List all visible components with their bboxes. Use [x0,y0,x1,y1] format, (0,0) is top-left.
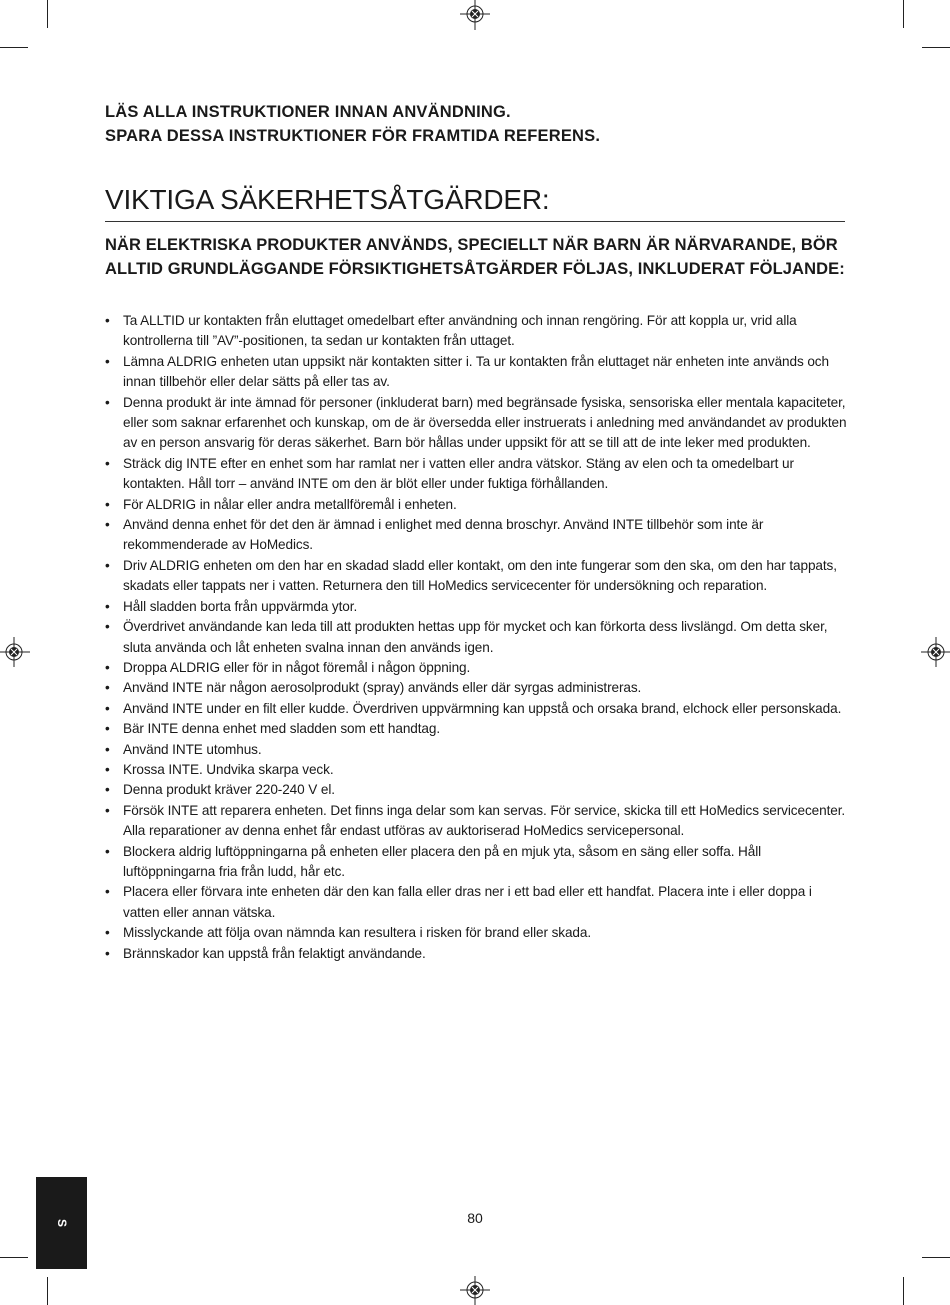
crop-mark [0,1257,28,1258]
list-item-text: Droppa ALDRIG eller för in något föremål i någon öppning. [123,659,471,675]
list-item-text: Använd INTE utomhus. [123,741,262,757]
list-item-text: Denna produkt kräver 220-240 V el. [123,782,335,798]
crop-mark [47,1277,48,1305]
intro-line-read: LÄS ALLA INSTRUKTIONER INNAN ANVÄNDNING. [105,103,511,121]
registration-mark-icon [921,637,950,667]
registration-mark-icon [460,0,490,30]
list-item [105,311,848,352]
bullet-icon: • [105,782,110,798]
crop-mark [903,1277,904,1305]
list-item [105,923,848,943]
list-item [105,780,848,800]
list-item [105,699,848,719]
list-item-text: Bär INTE denna enhet med sladden som ett handtag. [123,721,441,737]
section-subheading: NÄR ELEKTRISKA PRODUKTER ANVÄNDS, SPECIELLT NÄR BARN ÄR NÄRVARANDE, BÖR ALLTID GRUNDLÄGGANDE FÖRSIKTIGHETSÅTGÄRDER FÖLJAS, INKLUDERAT FÖLJANDE: [105,236,845,278]
list-item-text: Brännskador kan uppstå från felaktigt användande. [123,945,426,961]
bullet-icon: • [105,353,110,369]
list-item [105,352,848,393]
list-item [105,515,848,556]
page-number: 80 [467,1210,483,1226]
bullet-icon: • [105,557,110,573]
bullet-icon: • [105,843,110,859]
list-item [105,842,848,883]
bullet-icon: • [105,884,110,900]
list-item-text: Håll sladden borta från uppvärmda ytor. [123,598,358,614]
list-item-text: Misslyckande att följa ovan nämnda kan resultera i risken för brand eller skada. [123,925,592,941]
list-item-text: Ta ALLTID ur kontakten från eluttaget omedelbart efter användning och innan rengöring. För att koppla ur, vrid alla kontrollerna till ”AV”-positionen, ta sedan ur kontakten från uttaget. [123,313,797,349]
bullet-icon: • [105,741,110,757]
list-item [105,495,848,515]
crop-mark [922,47,950,48]
list-item [105,454,848,495]
list-item [105,801,848,842]
list-item-text: Denna produkt är inte ämnad för personer (inkluderat barn) med begränsade fysiska, sensoriska eller mentala kapaciteter, eller som saknar erfarenhet och kunskap, om de är översedda eller instruerats i anledning med användandet av produkten av en person ansvarig för deras säkerhet. Barn bör hållas under uppsikt för att se till att de inte leker med produkten. [123,394,847,451]
intro-line-save: SPARA DESSA INSTRUKTIONER FÖR FRAMTIDA REFERENS. [105,127,601,145]
list-item [105,393,848,454]
page-title: VIKTIGA SÄKERHETSÅTGÄRDER: [105,181,845,222]
bullet-icon: • [105,721,110,737]
bullet-icon: • [105,394,110,410]
list-item-text: Använd INTE under en filt eller kudde. Överdriven uppvärmning kan uppstå och orsaka brand, elchock eller personskada. [123,700,842,716]
list-item [105,882,848,923]
list-item [105,944,848,964]
crop-mark [903,0,904,28]
bullet-icon: • [105,761,110,777]
registration-mark-icon [460,1276,490,1305]
list-item-text: Blockera aldrig luftöppningarna på enheten eller placera den på en mjuk yta, såsom en säng eller soffa. Håll luftöppningarna fria från ludd, hår etc. [123,843,762,879]
language-side-tab [36,1177,87,1269]
list-item [105,658,848,678]
bullet-icon: • [105,680,110,696]
bullet-icon: • [105,598,110,614]
bullet-icon: • [105,619,110,635]
list-item [105,678,848,698]
list-item [105,740,848,760]
bullet-icon: • [105,945,110,961]
crop-mark [47,0,48,28]
list-item [105,617,848,658]
list-item [105,719,848,739]
list-item [105,556,848,597]
bullet-icon: • [105,700,110,716]
list-item-text: Sträck dig INTE efter en enhet som har ramlat ner i vatten eller andra vätskor. Stäng av elen och ta omedelbart ur kontakten. Håll torr – använd INTE om den är blöt eller under fuktiga förhållanden. [123,455,794,492]
list-item [105,760,848,780]
bullet-icon: • [105,313,110,328]
list-item-text: Lämna ALDRIG enheten utan uppsikt när kontakten sitter i. Ta ur kontakten från eluttaget när enheten inte används och innan tillbehör eller delar sätts på eller tas av. [123,353,829,390]
bullet-icon: • [105,802,110,818]
safety-bullet-list [105,311,848,964]
list-item-text: Försök INTE att reparera enheten. Det finns inga delar som kan servas. För service, skicka till ett HoMedics servicecenter. Alla reparationer av denna enhet får endast utföras av auktoriserad HoMedics servicepersonal. [123,802,846,839]
language-tab-label: S [54,1218,69,1228]
list-item-text: Driv ALDRIG enheten om den har en skadad sladd eller kontakt, om den inte fungerar som den ska, om den har tappats, skadats eller tappats ner i vatten. Returnera den till HoMedics servicecenter för undersökning och reparation. [123,557,837,594]
intro-notice [105,100,845,148]
bullet-icon: • [105,496,110,512]
bullet-icon: • [105,659,110,675]
list-item-text: Använd INTE när någon aerosolprodukt (spray) används eller där syrgas administreras. [123,680,642,696]
list-item [105,597,848,617]
bullet-icon: • [105,455,110,471]
bullet-icon: • [105,517,110,533]
list-item-text: Placera eller förvara inte enheten där den kan falla eller dras ner i ett bad eller ett handfat. Placera inte i eller doppa i vatten eller annan vätska. [123,884,812,920]
list-item-text: Krossa INTE. Undvika skarpa veck. [123,761,334,777]
list-item-text: För ALDRIG in nålar eller andra metallföremål i enheten. [123,496,457,512]
crop-mark [922,1257,950,1258]
crop-mark [0,47,28,48]
bullet-icon: • [105,925,110,941]
list-item-text: Överdrivet användande kan leda till att produkten hettas upp för mycket och kan förkorta dess livslängd. Om detta sker, sluta använda och låt enheten svalna innan den används igen. [123,619,828,655]
registration-mark-icon [0,637,30,667]
list-item-text: Använd denna enhet för det den är ämnad i enlighet med denna broschyr. Använd INTE tillbehör som inte är rekommenderade av HoMedics. [123,517,764,553]
